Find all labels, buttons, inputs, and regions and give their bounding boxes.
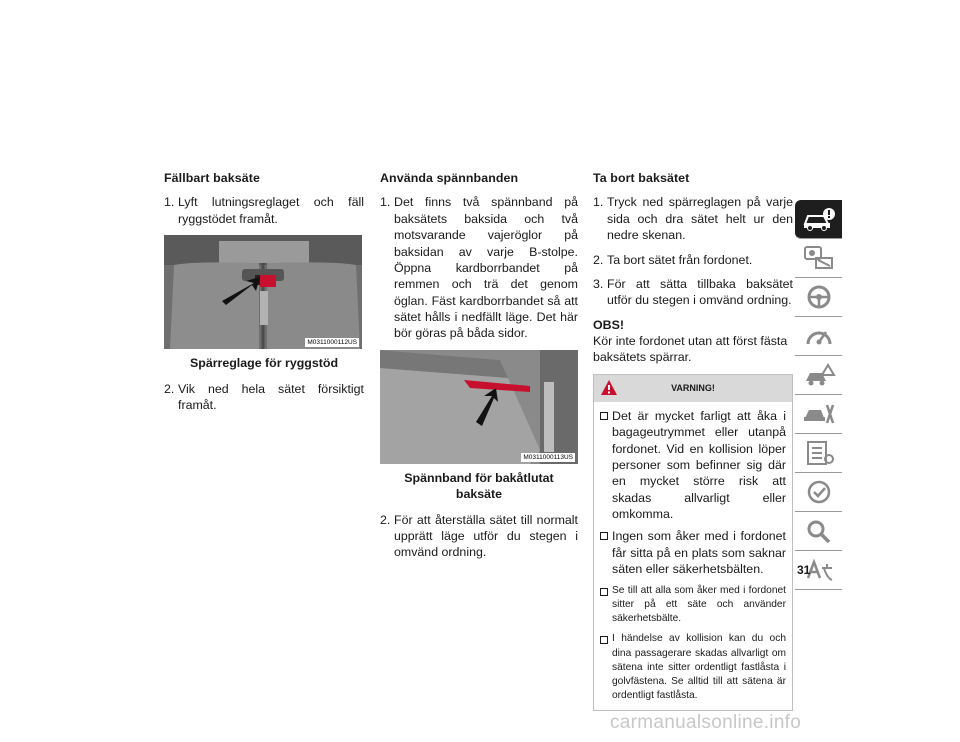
- section-heading: Använda spännbanden: [380, 171, 519, 185]
- column-spannband: [380, 170, 578, 569]
- page-number: 31: [797, 563, 811, 577]
- warning-triangle-icon: [600, 379, 618, 396]
- tab-instrument[interactable]: [795, 317, 842, 356]
- tab-index[interactable]: [795, 512, 842, 551]
- airbag-icon: [802, 244, 836, 272]
- warning-item: [600, 528, 786, 577]
- tab-safety[interactable]: [795, 239, 842, 278]
- step-number: 1.: [380, 195, 391, 210]
- step-text: Det finns två spännband på baksätets baksida och två motsvarande vajeröglor på baksidan av varje B-stolpe. Öppna kardborrbandet på remmen och trä det genom öglan. Fäst kardborrbandet så att sätet hålls i nedfällt läge. Det här bör göras på båda sidor.: [394, 195, 578, 341]
- warning-text: Det är mycket farligt att åka i bagageutrymmet eller utanpå fordonet. Vid en kollision löper personer som befinner sig där en mycket större risk att skadas allvarligt eller omkomma.: [612, 408, 786, 521]
- seat-release-figure: [164, 235, 362, 349]
- warning-text: Ingen som åker med i fordonet får sitta på en plats som saknar säten eller säkerhetsbälten.: [612, 529, 786, 577]
- step-text: För att sätta tillbaka baksätet utför du stegen i omvänd ordning.: [607, 276, 793, 308]
- tether-strap-illustration: [380, 350, 578, 464]
- service-tools-icon: [802, 400, 836, 428]
- figure-caption: Spärreglage för ryggstöd: [189, 356, 339, 371]
- watermark: carmanualsonline.info: [610, 712, 802, 733]
- section-heading: Fällbart baksäte: [164, 171, 260, 185]
- tether-strap-figure: [380, 350, 578, 464]
- step-1: [380, 194, 578, 341]
- warning-text: I händelse av kollision kan du och dina passagerare skadas allvarligt om sätena inte sitter ordentligt fastlåsta i golvfästena. Se alltid till att sätena är ordentligt fastlåsta.: [612, 633, 786, 702]
- step-number: 1.: [164, 195, 175, 210]
- tab-emergency[interactable]: [795, 356, 842, 395]
- step-text: Vik ned hela sätet försiktigt framåt.: [178, 381, 364, 412]
- step-1: [593, 194, 793, 243]
- seat-back-illustration: [164, 235, 362, 349]
- figure-caption: Spännband för bakåtlutat baksäte: [404, 470, 554, 502]
- step-number: 2.: [593, 252, 604, 267]
- step-number: 2.: [380, 512, 391, 527]
- warranty-icon: [802, 478, 836, 506]
- warning-item: [600, 584, 786, 627]
- breakdown-icon: [802, 361, 836, 389]
- step-text: Lyft lutningsreglaget och fäll ryggstödet framåt.: [178, 195, 364, 226]
- warning-text: Se till att alla som åker med i fordonet sitter på ett säte och använder säkerhetsbälte.: [612, 584, 786, 625]
- steering-wheel-icon: [802, 283, 836, 311]
- note-title: OBS!: [593, 317, 624, 332]
- checklist-icon: [802, 439, 836, 467]
- warning-item: [600, 632, 786, 703]
- step-1: [164, 194, 364, 227]
- car-info-icon: [802, 206, 836, 232]
- step-2: [380, 512, 578, 561]
- gauge-icon: [802, 322, 836, 350]
- tab-service[interactable]: [795, 395, 842, 434]
- step-text: Ta bort sätet från fordonet.: [607, 252, 753, 267]
- warning-header: [594, 375, 792, 402]
- step-text: Tryck ned spärreglagen på varje sida och dra sätet helt ur den nedre skenan.: [607, 195, 793, 243]
- warning-item: [600, 408, 786, 523]
- tab-specifications[interactable]: [795, 434, 842, 473]
- step-number: 1.: [593, 195, 604, 210]
- warning-title: VARNING!: [671, 382, 715, 393]
- checkbox-bullet-icon: [600, 528, 612, 577]
- search-icon: [802, 517, 836, 545]
- figure-code: M0311000112US: [307, 339, 357, 347]
- column-ta-bort-baksatet: [593, 170, 793, 711]
- tab-multimedia[interactable]: [795, 473, 842, 512]
- section-heading: Ta bort baksätet: [593, 171, 690, 185]
- figure-code: M0311000113US: [523, 453, 573, 461]
- checkbox-bullet-icon: [600, 408, 612, 523]
- column-fallbart-baksate: [164, 170, 364, 421]
- step-number: 3.: [593, 276, 604, 291]
- tab-car-info[interactable]: [795, 200, 842, 239]
- step-number: 2.: [164, 381, 175, 396]
- step-text: För att återställa sätet till normalt upprätt läge utför du stegen i omvänd ordning.: [394, 512, 578, 560]
- step-3: [593, 276, 793, 309]
- chapter-tabs: [795, 200, 842, 590]
- step-2: [593, 252, 793, 268]
- tab-starting[interactable]: [795, 278, 842, 317]
- step-2: [164, 381, 364, 414]
- note-text: Kör inte fordonet utan att först fästa baksätets spärrar.: [593, 334, 788, 365]
- checkbox-bullet-icon: [600, 584, 612, 627]
- checkbox-bullet-icon: [600, 632, 612, 703]
- warning-box: [593, 374, 793, 711]
